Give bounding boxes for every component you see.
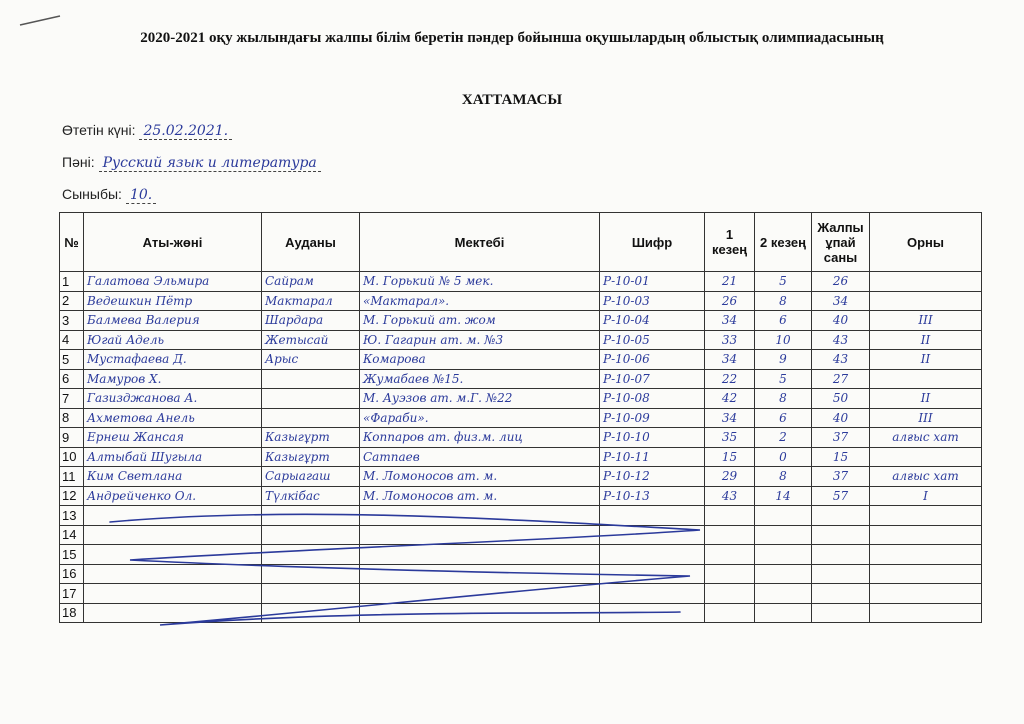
cell-no: 16 [60, 564, 84, 584]
date-field [62, 122, 232, 139]
cell-place: III [870, 408, 982, 428]
subject-field [62, 154, 321, 171]
cell-name: Ахметова Анель [84, 408, 262, 428]
cell-code [600, 564, 705, 584]
cell-district [262, 389, 360, 409]
cell-no: 5 [60, 350, 84, 370]
col-header-no: № [60, 213, 84, 272]
cell-no: 17 [60, 584, 84, 604]
cell-place: III [870, 311, 982, 331]
cell-code: Р-10-01 [600, 272, 705, 292]
cell-s1 [705, 525, 755, 545]
cell-no: 9 [60, 428, 84, 448]
cell-s1: 29 [705, 467, 755, 487]
cell-name: Газизджанова А. [84, 389, 262, 409]
cell-s1: 35 [705, 428, 755, 448]
table-row [60, 428, 982, 448]
cell-school: «Мактарал». [360, 291, 600, 311]
cell-name [84, 525, 262, 545]
subject-label: Пәні: [62, 154, 95, 170]
cell-place: алғыс хат [870, 428, 982, 448]
cell-s2: 9 [755, 350, 812, 370]
cell-no: 6 [60, 369, 84, 389]
cell-district: Жетысай [262, 330, 360, 350]
cell-s1: 26 [705, 291, 755, 311]
cell-total [812, 506, 870, 526]
cell-total: 26 [812, 272, 870, 292]
col-header-school: Мектебі [360, 213, 600, 272]
cell-school: М. Ломоносов ат. м. [360, 486, 600, 506]
table-row [60, 467, 982, 487]
cell-s2: 10 [755, 330, 812, 350]
cell-district: Казыгұрт [262, 447, 360, 467]
table-header-row [60, 213, 982, 272]
cell-total [812, 545, 870, 565]
cell-s2 [755, 584, 812, 604]
date-value: 25.02.2021. [139, 123, 232, 140]
cell-s2: 8 [755, 467, 812, 487]
cell-place: I [870, 486, 982, 506]
cell-s2: 8 [755, 291, 812, 311]
cell-district [262, 408, 360, 428]
cell-school: Жумабаев №15. [360, 369, 600, 389]
table-row [60, 506, 982, 526]
cell-name: Мамуров Х. [84, 369, 262, 389]
cell-s1: 22 [705, 369, 755, 389]
cell-place [870, 525, 982, 545]
cell-s2: 5 [755, 272, 812, 292]
cell-district [262, 525, 360, 545]
cell-s2: 14 [755, 486, 812, 506]
cell-s1 [705, 506, 755, 526]
cell-district [262, 545, 360, 565]
cell-code [600, 506, 705, 526]
cell-s2: 0 [755, 447, 812, 467]
cell-name: Алтыбай Шугыла [84, 447, 262, 467]
cell-place [870, 272, 982, 292]
table-row [60, 311, 982, 331]
cell-school: М. Горький ат. жом [360, 311, 600, 331]
cell-school [360, 525, 600, 545]
cell-code: Р-10-11 [600, 447, 705, 467]
cell-total [812, 525, 870, 545]
cell-total: 57 [812, 486, 870, 506]
cell-code: Р-10-07 [600, 369, 705, 389]
cell-total: 40 [812, 408, 870, 428]
cell-s2: 8 [755, 389, 812, 409]
grade-field [62, 186, 156, 203]
cell-total: 37 [812, 428, 870, 448]
cell-total: 37 [812, 467, 870, 487]
cell-s1: 34 [705, 311, 755, 331]
cell-s2 [755, 525, 812, 545]
col-header-total: Жалпы ұпай саны [812, 213, 870, 272]
table-row [60, 603, 982, 623]
cell-name: Мустафаева Д. [84, 350, 262, 370]
cell-code [600, 525, 705, 545]
cell-name: Балмева Валерия [84, 311, 262, 331]
cell-place [870, 506, 982, 526]
cell-school: М. Ломоносов ат. м. [360, 467, 600, 487]
table-row [60, 272, 982, 292]
cell-code: Р-10-04 [600, 311, 705, 331]
table-row [60, 408, 982, 428]
cell-code [600, 545, 705, 565]
cell-district [262, 564, 360, 584]
cell-district [262, 506, 360, 526]
table-row [60, 350, 982, 370]
cell-district: Түлкібас [262, 486, 360, 506]
cell-school: М. Ауэзов ат. м.Г. №22 [360, 389, 600, 409]
cell-school: Комарова [360, 350, 600, 370]
cell-school [360, 603, 600, 623]
cell-name: Ернеш Жансая [84, 428, 262, 448]
col-header-name: Аты-жөні [84, 213, 262, 272]
cell-no: 11 [60, 467, 84, 487]
cell-s2 [755, 564, 812, 584]
cell-code: Р-10-12 [600, 467, 705, 487]
cell-s1 [705, 584, 755, 604]
cell-place [870, 447, 982, 467]
cell-total: 43 [812, 350, 870, 370]
cell-place [870, 545, 982, 565]
date-label: Өтетін күні: [62, 122, 136, 138]
cell-district [262, 603, 360, 623]
cell-name [84, 564, 262, 584]
cell-s2 [755, 603, 812, 623]
cell-code: Р-10-03 [600, 291, 705, 311]
cell-school [360, 584, 600, 604]
cell-no: 14 [60, 525, 84, 545]
cell-code: Р-10-06 [600, 350, 705, 370]
col-header-place: Орны [870, 213, 982, 272]
cell-district: Мактарал [262, 291, 360, 311]
cell-place: II [870, 330, 982, 350]
cell-total: 43 [812, 330, 870, 350]
cell-s2 [755, 506, 812, 526]
cell-s1: 15 [705, 447, 755, 467]
cell-s1: 34 [705, 408, 755, 428]
table-row [60, 369, 982, 389]
cell-s2: 2 [755, 428, 812, 448]
table-row [60, 447, 982, 467]
cell-place: II [870, 350, 982, 370]
cell-code: Р-10-10 [600, 428, 705, 448]
cell-no: 4 [60, 330, 84, 350]
cell-no: 10 [60, 447, 84, 467]
cell-district: Арыс [262, 350, 360, 370]
cell-school [360, 545, 600, 565]
cell-place [870, 369, 982, 389]
cell-school: Сатпаев [360, 447, 600, 467]
cell-district [262, 584, 360, 604]
cell-total: 34 [812, 291, 870, 311]
cell-no: 15 [60, 545, 84, 565]
cell-s1 [705, 603, 755, 623]
cell-s2 [755, 545, 812, 565]
cell-no: 18 [60, 603, 84, 623]
cell-total [812, 564, 870, 584]
cell-total: 40 [812, 311, 870, 331]
cell-place [870, 291, 982, 311]
cell-no: 12 [60, 486, 84, 506]
cell-name: Ведешкин Пётр [84, 291, 262, 311]
cell-name: Галатова Эльмира [84, 272, 262, 292]
cell-name: Ким Светлана [84, 467, 262, 487]
grade-value: 10. [126, 187, 156, 204]
cell-school [360, 564, 600, 584]
grade-label: Сыныбы: [62, 186, 122, 202]
cell-name [84, 603, 262, 623]
table-row [60, 564, 982, 584]
cell-code [600, 584, 705, 604]
cell-no: 7 [60, 389, 84, 409]
cell-code: Р-10-05 [600, 330, 705, 350]
cell-place [870, 584, 982, 604]
table-row [60, 291, 982, 311]
cell-s1: 34 [705, 350, 755, 370]
col-header-code: Шифр [600, 213, 705, 272]
cell-code [600, 603, 705, 623]
cell-s1: 42 [705, 389, 755, 409]
cell-place [870, 603, 982, 623]
cell-district: Казыгұрт [262, 428, 360, 448]
cell-district: Сарыагаш [262, 467, 360, 487]
results-table [59, 212, 982, 623]
cell-total [812, 584, 870, 604]
table-row [60, 330, 982, 350]
cell-total [812, 603, 870, 623]
cell-school: Коппаров ат. физ.м. лиц [360, 428, 600, 448]
cell-s1 [705, 545, 755, 565]
cell-total: 50 [812, 389, 870, 409]
cell-no: 8 [60, 408, 84, 428]
document-title: 2020-2021 оқу жылындағы жалпы білім беретін пәндер бойынша оқушылардың облыстық олимпиадасының [140, 30, 884, 46]
cell-place: II [870, 389, 982, 409]
cell-name: Андрейченко Ол. [84, 486, 262, 506]
cell-code: Р-10-08 [600, 389, 705, 409]
table-row [60, 545, 982, 565]
col-header-stage2: 2 кезең [755, 213, 812, 272]
cell-name [84, 584, 262, 604]
cell-name [84, 545, 262, 565]
cell-code: Р-10-09 [600, 408, 705, 428]
col-header-stage1: 1 кезең [705, 213, 755, 272]
cell-school [360, 506, 600, 526]
cell-district: Сайрам [262, 272, 360, 292]
cell-no: 1 [60, 272, 84, 292]
cell-place: алғыс хат [870, 467, 982, 487]
cell-s1: 21 [705, 272, 755, 292]
cell-no: 3 [60, 311, 84, 331]
cell-s2: 6 [755, 311, 812, 331]
cell-place [870, 564, 982, 584]
table-row [60, 486, 982, 506]
cell-school: Ю. Гагарин ат. м. №3 [360, 330, 600, 350]
col-header-district: Ауданы [262, 213, 360, 272]
cell-s1: 43 [705, 486, 755, 506]
subject-value: Русский язык и литература [99, 155, 321, 172]
cell-name: Югай Адель [84, 330, 262, 350]
cell-district: Шардара [262, 311, 360, 331]
cell-school: «Фараби». [360, 408, 600, 428]
cell-s2: 5 [755, 369, 812, 389]
table-row [60, 525, 982, 545]
cell-total: 15 [812, 447, 870, 467]
cell-s2: 6 [755, 408, 812, 428]
cell-s1 [705, 564, 755, 584]
cell-name [84, 506, 262, 526]
table-row [60, 584, 982, 604]
cell-school: М. Горький № 5 мек. [360, 272, 600, 292]
cell-s1: 33 [705, 330, 755, 350]
cell-total: 27 [812, 369, 870, 389]
cell-district [262, 369, 360, 389]
table-row [60, 389, 982, 409]
cell-code: Р-10-13 [600, 486, 705, 506]
document-heading: ХАТТАМАСЫ [461, 92, 563, 108]
cell-no: 13 [60, 506, 84, 526]
cell-no: 2 [60, 291, 84, 311]
